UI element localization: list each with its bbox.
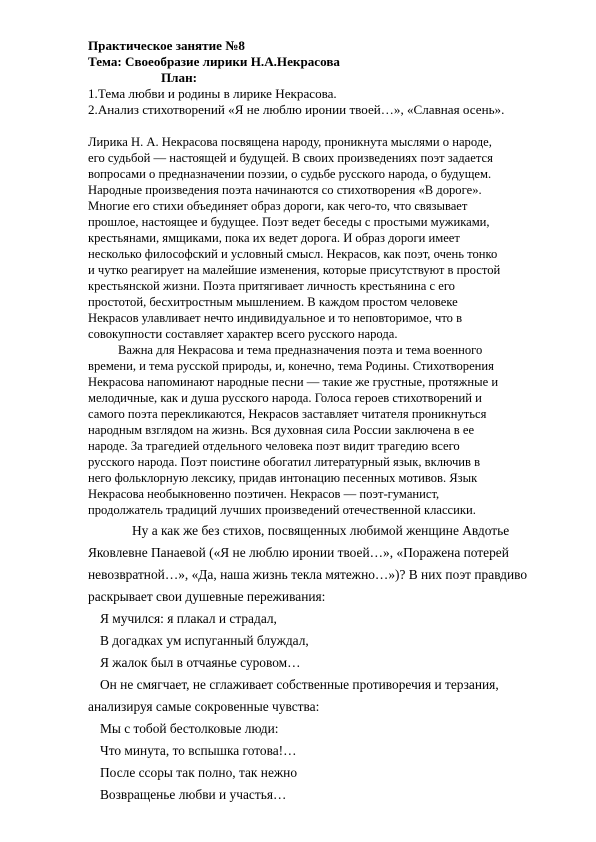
paragraph-line: народе. За трагедией отдельного человека поэт видит трагедию всего bbox=[88, 439, 460, 453]
paragraph-line: анализируя самые сокровенные чувства: bbox=[88, 699, 320, 714]
plan-heading: План: bbox=[161, 70, 197, 85]
paragraph-line: Важна для Некрасова и тема предназначения поэта и тема военного bbox=[118, 343, 483, 357]
paragraph-line: раскрывает свои душевные переживания: bbox=[88, 589, 326, 604]
poem-line: Я мучился: я плакал и страдал, bbox=[100, 611, 277, 626]
lesson-topic: Тема: Своеобразие лирики Н.А.Некрасова bbox=[88, 54, 340, 69]
paragraph-line: прошлое, настоящее и будущее. Поэт ведет беседы с простыми мужиками, bbox=[88, 215, 490, 229]
paragraph-line: русского народа. Поэт поистине обогатил литературный язык, включив в bbox=[88, 455, 481, 469]
paragraph-line: вопросами о предназначении поэзии, о судьбе русского народа, о будущем. bbox=[88, 167, 492, 181]
poem-line: Я жалок был в отчаянье суровом… bbox=[100, 655, 301, 670]
poem-line: Что минута, то вспышка готова!… bbox=[100, 743, 297, 758]
paragraph-line: и чутко реагирует на малейшие изменения, которые присутствуют в простой bbox=[88, 263, 501, 277]
paragraph-line: Народные произведения поэта начинаются со стихотворения «В дороге». bbox=[88, 183, 482, 197]
paragraph-line: Некрасова напоминают народные песни — такие же грустные, протяжные и bbox=[88, 375, 499, 389]
paragraph-line: самого поэта перекликаются, Некрасов заставляет читателя проникнуться bbox=[88, 407, 487, 421]
paragraph-line: крестьянами, ямщиками, пока их ведет дорога. И образ дороги имеет bbox=[88, 231, 460, 245]
paragraph-line: Лирика Н. А. Некрасова посвящена народу, проникнута мыслями о народе, bbox=[88, 135, 492, 149]
paragraph-line: его судьбой — настоящей и будущей. В своих произведениях поэт задается bbox=[88, 151, 493, 165]
plan-item-1: 1.Тема любви и родины в лирике Некрасова. bbox=[88, 86, 337, 101]
poem-line: Возвращенье любви и участья… bbox=[100, 787, 287, 802]
paragraph-line: Некрасов улавливает нечто индивидуальное и то неповторимое, что в bbox=[88, 311, 463, 325]
paragraph-line: времени, и тема русской природы, и, конечно, тема Родины. Стихотворения bbox=[88, 359, 494, 373]
poem-line: После ссоры так полно, так нежно bbox=[100, 765, 298, 780]
poem-line: В догадках ум испуганный блуждал, bbox=[100, 633, 309, 648]
paragraph-line: Некрасова необыкновенно поэтичен. Некрасов — поэт-гуманист, bbox=[88, 487, 440, 501]
paragraph-line: крестьянской жизни. Поэта притягивает личность крестьянина с его bbox=[88, 279, 455, 293]
paragraph-line: него фольклорную лексику, придав интонацию песенных мотивов. Язык bbox=[88, 471, 478, 485]
paragraph-line: Ну а как же без стихов, посвященных любимой женщине Авдотье bbox=[132, 523, 510, 538]
paragraph-line: несколько философский и условный смысл. Некрасов, как поэт, очень тонко bbox=[88, 247, 498, 261]
paragraph-line: народным взглядом на жизнь. Вся духовная сила России заключена в ее bbox=[88, 423, 475, 437]
paragraph-line: Яковлевне Панаевой («Я не люблю иронии твоей…», «Поражена потерей bbox=[88, 545, 509, 560]
paragraph-line: продолжатель традиций лучших произведений отечественной классики. bbox=[88, 503, 476, 517]
paragraph-line: простотой, бесхитростным мышлением. В каждом простом человеке bbox=[88, 295, 458, 309]
paragraph-line: Многие его стихи объединяет образ дороги, как чего-то, что связывает bbox=[88, 199, 468, 213]
paragraph-line: невозвратной…», «Да, наша жизнь текла мятежно…»)? В них поэт правдиво bbox=[88, 567, 528, 582]
paragraph-line: мелодичные, как и душа русского народа. Голоса героев стихотворений и bbox=[88, 391, 482, 405]
poem-line: Мы с тобой бестолковые люди: bbox=[100, 721, 279, 736]
plan-item-2: 2.Анализ стихотворений «Я не люблю иронии твоей…», «Славная осень». bbox=[88, 102, 505, 117]
paragraph-line: Он не смягчает, не сглаживает собственные противоречия и терзания, bbox=[100, 677, 499, 692]
paragraph-line: совокупности составляет характер всего русского народа. bbox=[88, 327, 398, 341]
lesson-title: Практическое занятие №8 bbox=[88, 38, 245, 53]
